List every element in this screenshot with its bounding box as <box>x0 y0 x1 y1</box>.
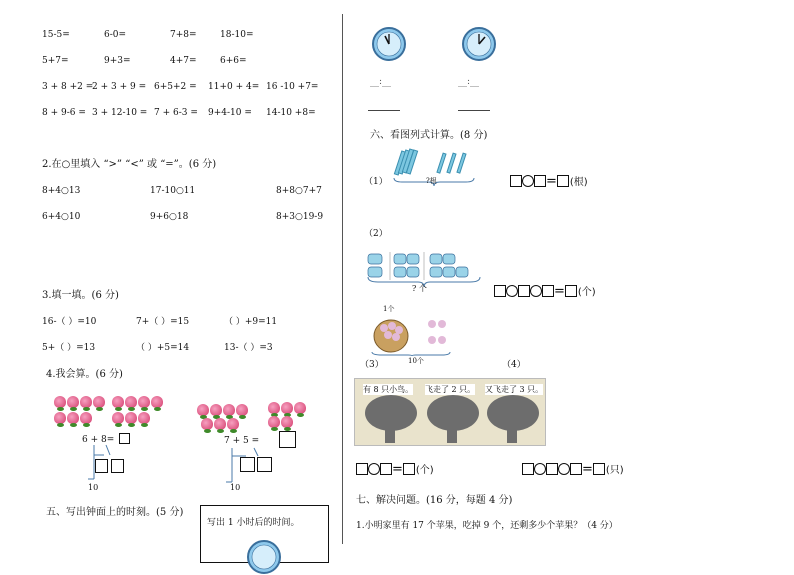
column-divider <box>342 14 343 544</box>
peach-group <box>112 412 150 424</box>
peach-icon <box>54 396 66 408</box>
peach-icon <box>80 396 92 408</box>
section-5-title: 五、写出钟面上的时刻。(5 分) <box>46 507 184 518</box>
peach-icon <box>268 416 280 428</box>
calc-item: 9+4-10 = <box>208 108 252 118</box>
peach-icon <box>125 412 137 424</box>
peach-group <box>201 418 239 430</box>
question-1: 1.小明家里有 17 个苹果，吃掉 9 个，还剩多少个苹果？（4 分） <box>356 521 618 531</box>
peach-group <box>268 402 306 414</box>
calc-item: 5+7= <box>42 56 69 66</box>
peach-icon <box>54 412 66 424</box>
unit-label: (只) <box>605 465 624 476</box>
peach-icon <box>214 418 226 430</box>
peach-group <box>54 412 92 424</box>
calc-item: 4+7= <box>170 56 197 66</box>
equation-2: 7 + 5 = <box>224 436 260 446</box>
bird-caption: 有 8 只小鸟。 <box>363 385 414 394</box>
answer-box[interactable] <box>111 459 124 473</box>
peach-icon <box>281 416 293 428</box>
peach-group <box>268 416 293 428</box>
answer-equation-1[interactable]: = (根) <box>510 173 588 189</box>
peach-icon <box>67 412 79 424</box>
peach-icon <box>236 404 248 416</box>
time-blank[interactable]: __:__ <box>458 77 480 87</box>
peach-icon <box>138 412 150 424</box>
fill-item: 13-（ ）=3 <box>224 343 273 353</box>
calc-item: 3 + 8 +2 = <box>42 82 94 92</box>
compare-item: 6+4○10 <box>42 212 81 222</box>
calc-item: 3 + 12-10 = <box>92 108 148 118</box>
section-2-title: 2.在○里填入 “>” “<” 或 “=”。(6 分) <box>42 159 217 170</box>
peach-icon <box>125 396 137 408</box>
peach-group <box>112 396 163 408</box>
calc-item: 14-10 +8= <box>266 108 316 118</box>
calc-item: 9+3= <box>104 56 131 66</box>
birds-tree-picture <box>354 378 546 446</box>
calc-item: 15-5= <box>42 30 70 40</box>
calc-item: 7+8= <box>170 30 197 40</box>
peach-icon <box>268 402 280 414</box>
peach-group <box>54 396 105 408</box>
problem-label: （1） <box>364 177 388 187</box>
clock-icon <box>246 539 282 575</box>
peach-icon <box>151 396 163 408</box>
calc-item: 7 + 6-3 = <box>154 108 198 118</box>
peach-icon <box>93 396 105 408</box>
answer-box[interactable] <box>95 459 108 473</box>
brace-label: ? 个 <box>412 284 427 293</box>
equation-1: 6 + 8= <box>82 435 115 445</box>
problem-label: （2） <box>364 229 388 239</box>
answer-equation-4[interactable]: = (只) <box>522 461 624 477</box>
fill-item: 5+（ ）=13 <box>42 343 96 353</box>
bird-caption: 飞走了 2 只。 <box>425 385 476 394</box>
peach-icon <box>210 404 222 416</box>
peach-icon <box>201 418 213 430</box>
peach-icon <box>112 396 124 408</box>
compare-item: 8+4○13 <box>42 186 81 196</box>
peach-icon <box>138 396 150 408</box>
calc-item: 8 + 9-6 = <box>42 108 86 118</box>
compare-item: 17-10○11 <box>150 186 196 196</box>
peach-icon <box>112 412 124 424</box>
fill-item: （ ）+5=14 <box>136 343 190 353</box>
calc-item: 2 + 3 + 9 = <box>92 82 147 92</box>
peach-icon <box>281 402 293 414</box>
answer-equation-3[interactable]: = (个) <box>356 461 434 477</box>
answer-box[interactable] <box>279 431 296 448</box>
section-7-title: 七、解决问题。(16 分，每题 4 分) <box>356 495 513 506</box>
calc-item: 6+5+2 = <box>154 82 197 92</box>
section-4-title: 4.我会算。(6 分) <box>46 369 123 380</box>
compare-item: 8+8○7+7 <box>276 186 322 196</box>
time-answer-line[interactable] <box>458 110 490 111</box>
calc-item: 6-0= <box>104 30 127 40</box>
problem-label: （3） <box>360 360 384 370</box>
clock-icon <box>371 26 407 62</box>
calc-item: 18-10= <box>220 30 254 40</box>
basket-total-label: 10个 <box>408 357 424 365</box>
calc-item: 6+6= <box>220 56 247 66</box>
clock-question-text: 写出 1 小时后的时间。 <box>207 518 300 528</box>
unit-label: (根) <box>569 177 588 188</box>
answer-box[interactable] <box>257 457 272 472</box>
peach-icon <box>67 396 79 408</box>
unit-label: (个) <box>577 287 596 298</box>
ten-label: 10 <box>230 483 241 492</box>
compare-item: 8+3○19-9 <box>276 212 324 222</box>
peach-icon <box>223 404 235 416</box>
peach-icon <box>80 412 92 424</box>
peach-icon <box>227 418 239 430</box>
basket-top-label: 1个 <box>383 305 395 313</box>
brace-label: ?根 <box>426 177 437 185</box>
basket-icon <box>370 312 452 356</box>
fill-item: 7+（ ）=15 <box>136 317 190 327</box>
time-blank[interactable]: __:__ <box>370 77 392 87</box>
peach-icon <box>197 404 209 416</box>
peach-group <box>197 404 248 416</box>
bird-caption: 又飞走了 3 只。 <box>485 385 544 394</box>
calc-item: 16 -10 +7= <box>266 82 319 92</box>
section-6-title: 六、看图列式计算。(8 分) <box>370 130 488 141</box>
calc-item: 11+0 + 4= <box>208 82 260 92</box>
answer-box[interactable] <box>240 457 255 472</box>
fill-item: （ ）+9=11 <box>224 317 278 327</box>
answer-equation-2[interactable]: = (个) <box>494 283 596 299</box>
compare-item: 9+6○18 <box>150 212 189 222</box>
clock-icon <box>461 26 497 62</box>
section-3-title: 3.填一填。(6 分) <box>42 290 119 301</box>
peach-icon <box>294 402 306 414</box>
ten-label: 10 <box>88 483 99 492</box>
time-answer-line[interactable] <box>368 110 400 111</box>
problem-label: （4） <box>502 360 526 370</box>
fill-item: 16-（ ）=10 <box>42 317 97 327</box>
unit-label: (个) <box>415 465 434 476</box>
